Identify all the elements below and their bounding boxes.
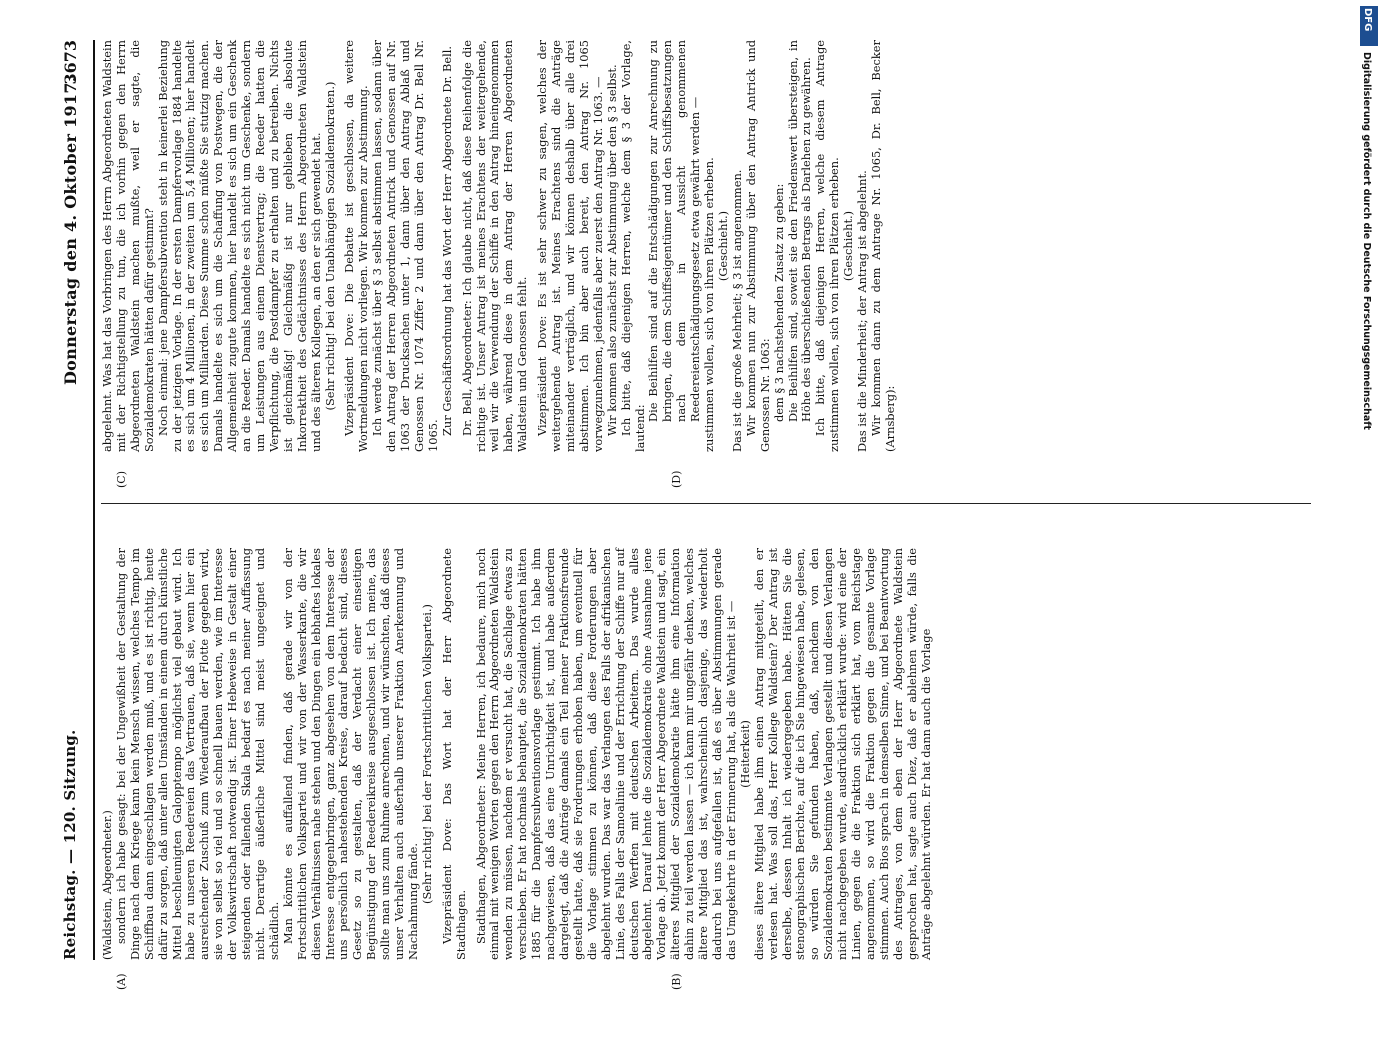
paragraph: abgelehnt. Was hat das Vorbringen des Herrn Abgeordneten Waldstein mit der Richtigstellung zu tun, die ich vorhin gegen den Herrn Abgeordneten Waldstein machen mußte, weil er sagte, die Sozialdemokraten hätten dafür gestimmt? [100,40,156,452]
digitization-note [1356,52,1378,1042]
dfg-logo-text: DFG [1362,8,1373,32]
header-rule [93,40,95,960]
paragraph: Das ist die Minderheit; der Antrag ist abgelehnt. [855,170,870,452]
interjection: (Geschieht.) [841,210,856,282]
paragraph: Wir kommen nun zur Abstimmung über den Antrag Antrick und Genossen Nr. 1063: [743,40,772,452]
paragraph: Man könnte es auffallend finden, daß gerade wir von der Fortschrittlichen Volkspartei und wir von der Wasserkante, die wir diesen Verhältnissen nahe stehen und den Dingen ein lebhaftes lokales Interesse entgegenbringen, ganz abgesehen von dem Interesse der uns persönlich nahestehenden Kreise, darauf bedacht sind, dieses Gesetz so zu gestalten, daß der Verdacht einer einseitigen Begünstigung der Reedereikreise ausgeschlossen ist. Ich meine, das sollte man uns zum Ruhme anrechnen, und wir wünschten, daß dieses unser Verhalten auch außerhalb unserer Fraktion Anerkennung und Nachahmung fände. [280,548,420,960]
dfg-logo [1360,6,1378,46]
paragraph: Ich werde zunächst über § 3 selbst abstimmen lassen, sodann über den Antrag der Herren Abgeordneten Antrick und Genossen auf Nr. 1063 der Drucksachen unter 1, dann über den Antrag Ablaß und Genossen Nr. 1074 Ziffer 2 und dann über den Antrag Dr. Bell Nr. 1065. [370,40,440,452]
interjection: (Heiterkeit) [737,720,752,788]
paragraph: zustimmen wollen, sich von ihren Plätzen erheben. [702,157,717,452]
right-column [101,40,898,452]
margin-marker-c: (C) [115,471,128,488]
margin-marker-d: (D) [670,470,683,488]
paragraph: Zur Geschäftsordnung hat das Wort der Herr Abgeordnete Dr. Bell. [439,46,454,436]
page-header [55,40,89,960]
digitization-note-text: Digitalisierung gefördert durch die Deutsche Forschungsgemeinschaft [1361,52,1372,430]
paragraph: Vizepräsident Dove: Es ist sehr schwer zu sagen, welches der weitergehende Antrag ist. Meines Erachtens sind die Anträge miteinander verträglich, und wir können deshalb über alle drei abstimmen. Ich bin aber auch bereit, den Antrag Nr. 1065 vorwegzunehmen, jedenfalls aber zuerst den Antrag Nr. 1063. — [535,40,605,452]
paragraph: Wir kommen dann zu dem Antrage Nr. 1065, Dr. Bell, Becker (Arnsberg): [868,40,897,452]
margin-marker-b: (B) [670,973,683,990]
paragraph: Ich bitte, daß diejenigen Herren, welche diesem Antrage zustimmen wollen, sich von ihren Plätzen erheben. [813,40,842,452]
interjection: (Sehr richtig! bei den Unabhängigen Sozialdemokraten.) [322,81,337,411]
paragraph: Wir kommen also zunächst zur Abstimmung über den § 3 selbst. [604,64,619,436]
paragraph: Das ist die große Mehrheit; § 3 ist angenommen. [729,169,744,452]
running-head: Reichstag. — 120. Sitzung. [61,729,79,960]
paragraph: Noch einmal: jene Dampfersubvention steht in keinerlei Beziehung zu der jetzigen Vorlage. In der ersten Dampfervorlage 1884 handelte es sich um 4 Millionen, in der zweiten um 5,4 Millionen; hier handelt es sich um Milliarden. Diese Summe schon müßte Sie stutzig machen. Damals handelte es sich um die Schaffung von Postwegen, die der Allgemeinheit zugute kommen, hier handelt es sich um ein Geschenk an die Reeder. Damals handelte es sich nicht um Geschenke, sondern um Leistungen aus einem Dienstvertrag; die Reeder hatten die Verpflichtung, die Postdampfer zu erhalten und zu betreiben. Nichts ist gleichmäßig! Gleichmäßig ist nur geblieben die absolute Inkorrektheit des Gedächtnisses des Herrn Abgeordneten Waldstein und des älteren Kollegen, an den er sich gewendet hat. [155,40,323,452]
interjection: (Sehr richtig! bei der Fortschrittlichen Volkspartei.) [419,604,434,904]
quoted-text: dem § 3 nachstehenden Zusatz zu geben: [771,183,786,422]
interjection: (Geschieht.) [715,210,730,282]
speaker-continuation: (Waldstein, Abgeordneter.) [101,810,114,960]
left-column [101,548,933,960]
column-divider [101,503,1311,504]
paragraph: Ich bitte, daß diejenigen Herren, welche dem § 3 der Vorlage, lautend: [618,40,647,452]
page-number: 3673 [61,40,80,85]
paragraph: sondern ich habe gesagt: bei der Ungewißheit der Gestaltung der Dinge nach dem Kriege kann kein Mensch wissen, welches Tempo im Schiffbau dann eingeschlagen werden muß, und es ist richtig, heute dafür zu sorgen, daß unter allen Umständen in einem durch künstliche Mittel beschleunigten Galopptempo möglichst viel gebaut wird. Ich habe zu unseren Reedereien das Vertrauen, daß sie, wenn hier ein ausreichender Zuschuß zum Wiederaufbau der Flotte gegeben wird, sie von selbst so viel und so schnell bauen werden, wie im Interesse der Volkswirtschaft notwendig ist. Einer Hebeweise in Gestalt einer steigenden oder fallenden Skala bedarf es nach meiner Auffassung nicht. Derartige äußerliche Mittel sind meist ungeeignet und schädlich. [113,548,281,960]
paragraph: dieses ältere Mitglied habe ihm einen Antrag mitgeteilt, den er verlesen hat. Was soll das, Herr Kollege Waldstein? Der Antrag ist derselbe, dessen Inhalt ich wiedergegeben habe. Hätten Sie die stenographischen Berichte, auf die ich Sie hingewiesen habe, gelesen, so würden Sie gefunden haben, daß, nachdem von den Sozialdemokraten bestimmte Verlangen gestellt und diesen Verlangen nicht nachgegeben wurde, ausdrücklich erklärt wurde: wird eine der Linien, gegen die die Fraktion sich erklärt hat, vom Reichstage angenommen, so wird die Fraktion gegen die gesamte Vorlage stimmen. Auch Bios sprach in demselben Sinne, und bei Beantwortung des Antrages, von dem eben der Herr Abgeordnete Waldstein gesprochen hat, sagte auch Diez, daß er ablehnen würde, falls die Anträge abgelehnt würden. Er hat dann auch die Vorlage [751,548,933,960]
margin-marker-a: (A) [115,973,128,990]
paragraph: Stadthagen, Abgeordneter: Meine Herren, ich bedaure, mich noch einmal mit wenigen Worten gegen den Herrn Abgeordneten Waldstein wenden zu müssen, nachdem er versucht hat, die Sachlage etwas zu verschieben. Er hat nochmals behauptet, die Sozialdemokraten hätten 1885 für die Dampfersubventionsvorlage gestimmt. Ich habe ihm nachgewiesen, daß das eine Unrichtigkeit ist, und habe außerdem dargelegt, daß die Anträge damals ein Teil meiner Fraktionsfreunde gestellt hatte, daß sie Forderungen erhoben haben, um eventuell für die Vorlage stimmen zu können, daß diese Forderungen aber abgelehnt wurden. Das war das Verlangen des Falls der afrikanischen Linie, des Falls der Samoalinie und der Errichtung der Schiffe nur auf deutschen Werften mit deutschen Arbeitern. Das wurde alles abgelehnt. Darauf lehnte die Sozialdemokratie ohne Ausnahme jene Vorlage ab. Jetzt kommt der Herr Abgeordnete Waldstein und sagt, ein älteres Mitglied der Sozialdemokratie hätte ihm eine Information dahin zu teil werden lassen — ich kann mir ungefähr denken, welches ältere Mitglied das ist, wahrscheinlich dasjenige, das wiederholt dadurch bei uns aufgefallen ist, daß es über Abstimmungen gerade das Umgekehrte in der Erinnerung hat, als die Wahrheit ist — [473,548,738,960]
quoted-text: Die Beihilfen sind, soweit sie den Friedenswert übersteigen, in Höhe des überschießenden Betrags als Darlehen zu gewähren. [785,40,814,422]
sitting-date: Donnerstag den 4. Oktober 1917. [61,76,80,385]
paragraph: Vizepräsident Dove: Das Wort hat der Herr Abgeordnete Stadthagen. [439,548,468,960]
paragraph: Vizepräsident Dove: Die Debatte ist geschlossen, da weitere Wortmeldungen nicht vorliegen. Wir kommen zur Abstimmung. [342,40,371,452]
paragraph: Dr. Bell, Abgeordneter: Ich glaube nicht, daß diese Reihenfolge die richtige ist. Unser Antrag ist meines Erachtens der weitergehende, weil wir die Verwendung der Schiffe in den Antrag hineingenommen haben, während diese in dem Antrag der Herren Abgeordneten Waldstein und Genossen fehlt. [459,40,530,452]
rotated-page-content [55,40,1325,990]
quoted-text: Die Beihilfen sind auf die Entschädigungen zur Anrechnung zu bringen, die dem Schiffseigentümer und den Schiffsbesatzungen nach dem in Aussicht genommenen Reedereientschädigungsgesetz etwa gewährt werden — [646,40,703,422]
